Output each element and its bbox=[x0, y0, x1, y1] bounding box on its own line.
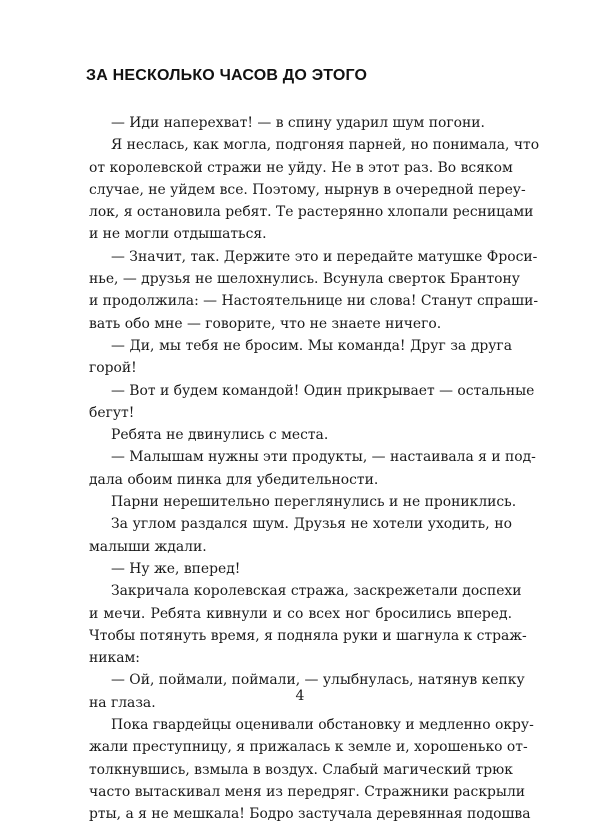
text-line: жали преступницу, я прижалась к земле и, хорошенько от- bbox=[89, 739, 528, 756]
text-line: часто вытаскивал меня из передряг. Стражники раскрыли bbox=[89, 783, 526, 800]
text-line: Я неслась, как могла, подгоняя парней, но понимала, что bbox=[111, 137, 540, 154]
text-line: на глаза. bbox=[89, 694, 156, 711]
text-line: от королевской стражи не уйду. Не в этот раз. Во всяком bbox=[89, 159, 513, 176]
text-line: малыши ждали. bbox=[89, 538, 207, 555]
text-line: — Вот и будем командой! Один прикрывает — остальные bbox=[111, 382, 535, 399]
text-line: — Ой, поймали, поймали, — улыбнулась, натянув кепку bbox=[111, 672, 525, 689]
text-line: Закричала королевская стража, заскрежетали доспехи bbox=[111, 583, 522, 600]
text-line: Парни нерешительно переглянулись и не прониклись. bbox=[111, 494, 517, 511]
text-line: Чтобы потянуть время, я подняла руки и шагнула к страж- bbox=[89, 627, 527, 644]
text-line: Ребята не двинулись с места. bbox=[111, 427, 329, 444]
text-line: — Малышам нужны эти продукты, — настаивала я и под- bbox=[111, 449, 536, 466]
text-line: и мечи. Ребята кивнули и со всех ног бросились вперед. bbox=[89, 605, 512, 622]
text-line: никам: bbox=[89, 650, 140, 667]
body-text bbox=[89, 112, 540, 826]
text-line: дала обоим пинка для убедительности. bbox=[89, 471, 379, 488]
text-line: и продолжила: — Настоятельнице ни слова! Станут спраши- bbox=[89, 293, 539, 310]
text-line: рты, а я не мешкала! Бодро застучала деревянная подошва bbox=[89, 806, 531, 823]
text-line: вать обо мне — говорите, что не знаете ничего. bbox=[89, 315, 442, 332]
text-line: За углом раздался шум. Друзья не хотели уходить, но bbox=[111, 516, 512, 533]
text-line: лок, я остановила ребят. Те растерянно хлопали ресницами bbox=[89, 204, 534, 221]
text-line: Пока гвардейцы оценивали обстановку и медленно окру- bbox=[111, 717, 534, 734]
text-line: толкнувшись, взмыла в воздух. Слабый магический трюк bbox=[89, 761, 513, 778]
text-line: нье, — друзья не шелохнулись. Всунула сверток Брантону bbox=[89, 271, 520, 288]
text-line: горой! bbox=[89, 360, 137, 377]
text-line: случае, не уйдем все. Поэтому, нырнув в очередной переу- bbox=[89, 181, 526, 198]
text-line: — Значит, так. Держите это и передайте матушке Фроси- bbox=[111, 248, 538, 265]
text-line: бегут! bbox=[89, 404, 135, 421]
text-line: — Ну же, вперед! bbox=[111, 560, 241, 577]
page-number: 4 bbox=[295, 688, 305, 704]
text-line: и не могли отдышаться. bbox=[89, 226, 267, 243]
text-line: — Иди наперехват! — в спину ударил шум погони. bbox=[111, 115, 485, 131]
chapter-title: ЗА НЕСКОЛЬКО ЧАСОВ ДО ЭТОГО bbox=[86, 67, 368, 84]
text-line: — Ди, мы тебя не бросим. Мы команда! Друг за друга bbox=[111, 337, 512, 354]
